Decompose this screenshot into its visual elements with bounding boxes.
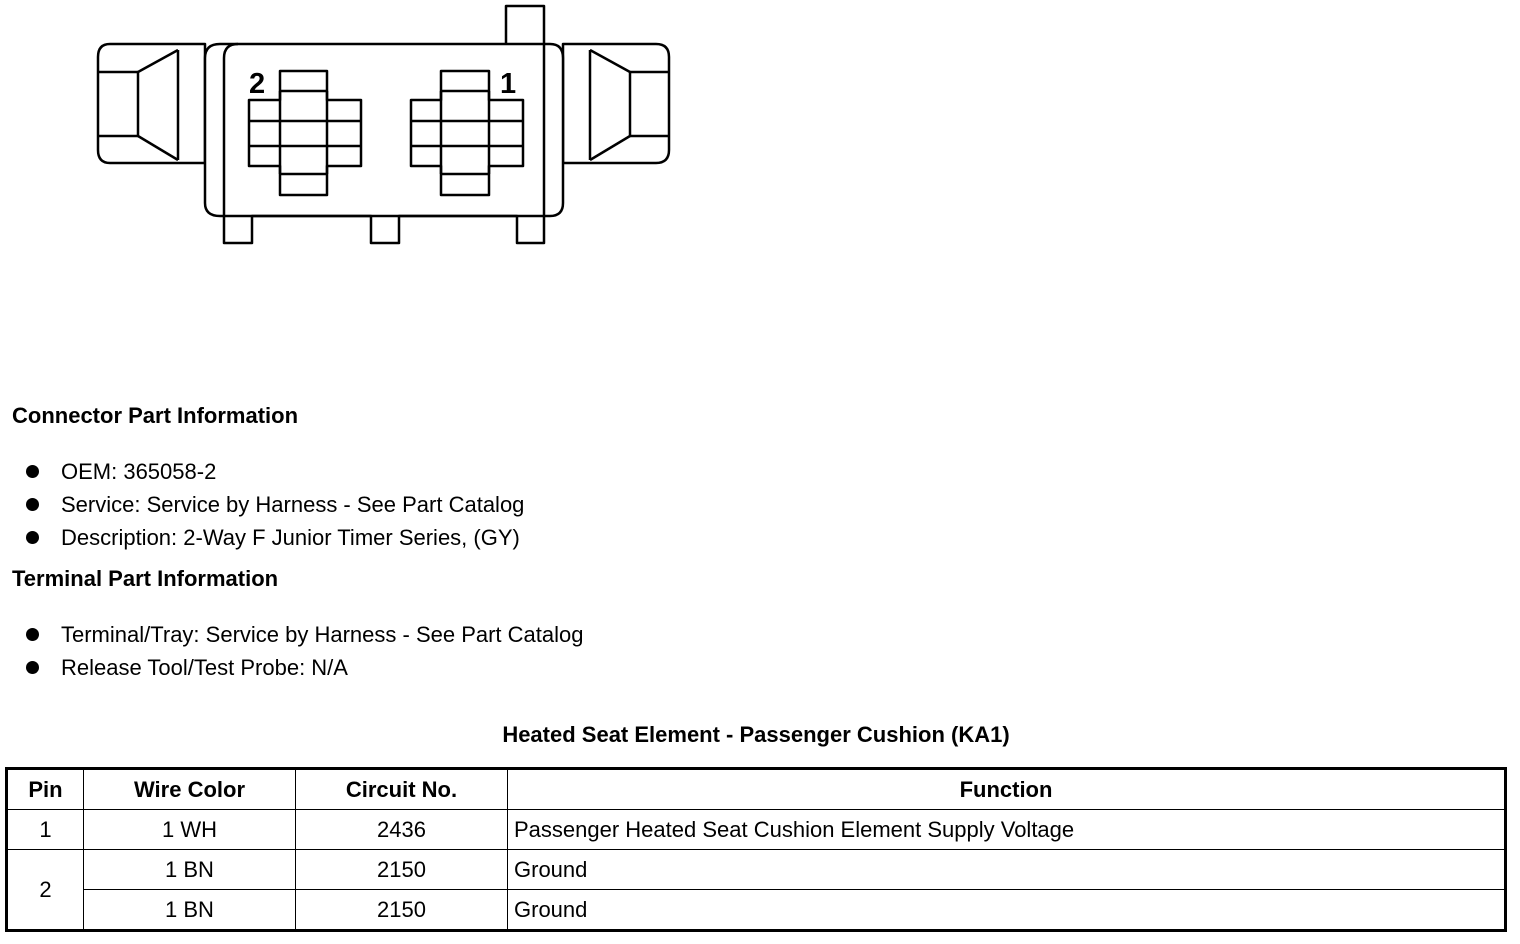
list-item [26,618,584,651]
cell-circuit-no: 2436 [296,810,508,850]
list-item-text: Service: Service by Harness - See Part Catalog [61,492,525,517]
table-row [7,850,1506,890]
wing-line [138,136,178,160]
list-item-text: Terminal/Tray: Service by Harness - See Part Catalog [61,622,584,647]
list-item [26,455,524,488]
pin-label-1: 1 [500,68,517,100]
cell-wire-color: 1 WH [84,810,296,850]
cell-circuit-no: 2150 [296,850,508,890]
list-item [26,488,524,521]
cell-function: Passenger Heated Seat Cushion Element Supply Voltage [508,810,1506,850]
column-header-wire-color: Wire Color [84,769,296,810]
cell-function: Ground [508,850,1506,890]
list-item [26,651,584,684]
terminal-info-list [26,618,584,684]
column-header-circuit-no: Circuit No. [296,769,508,810]
column-header-pin: Pin [7,769,84,810]
wing-line [138,50,178,72]
table-row [7,810,1506,850]
connector-face-diagram [0,0,700,260]
list-item-text: OEM: 365058-2 [61,459,217,484]
cell-pin: 2 [7,850,84,931]
terminal-info-heading: Terminal Part Information [12,566,279,591]
cell-function: Ground [508,890,1506,931]
bullet-icon [26,661,39,674]
bullet-icon [26,465,39,478]
table-row [7,890,1506,931]
column-header-function: Function [508,769,1506,810]
wing-line [590,50,630,72]
pinout-table [5,767,1507,932]
wing-line [590,136,630,160]
bullet-icon [26,531,39,544]
top-latch-tab [506,6,544,46]
connector-info-heading: Connector Part Information [12,403,299,428]
cell-wire-color: 1 BN [84,890,296,931]
cell-wire-color: 1 BN [84,850,296,890]
table-header-row [7,769,1506,810]
list-item-text: Description: 2-Way F Junior Timer Series, (GY) [61,525,520,550]
cell-pin: 1 [7,810,84,850]
list-item [26,521,524,554]
connector-info-list [26,455,524,554]
bullet-icon [26,498,39,511]
bullet-icon [26,628,39,641]
table-title: Heated Seat Element - Passenger Cushion (KA1) [502,722,1010,747]
cell-circuit-no: 2150 [296,890,508,931]
pin-label-2: 2 [249,68,266,100]
list-item-text: Release Tool/Test Probe: N/A [61,655,348,680]
